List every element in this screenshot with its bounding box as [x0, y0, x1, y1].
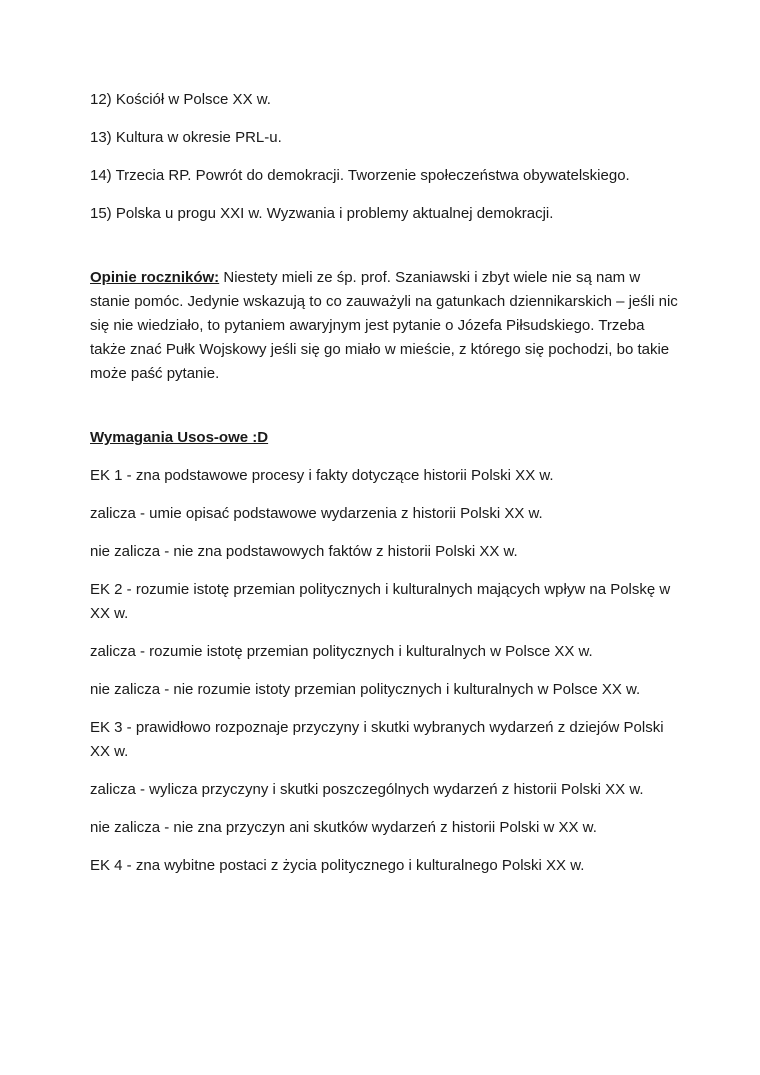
spacer — [90, 240, 680, 266]
opinions-label: Opinie roczników: — [90, 269, 220, 286]
opinions-text: Niestety mieli ze śp. prof. Szaniawski i zbyt wiele nie są nam w stanie pomóc. Jedynie wskazują to co zauważyli na gatunkach dziennikarskich – jeśli nic się nie wiedziało, to pytaniem awaryjnym jest pytanie o Józefa Piłsudskiego. Trzeba także znać Pułk Wojskowy jeśli się go miało w mieście, z którego się pochodzi, bo takie może paść pytanie. — [90, 269, 678, 382]
spacer — [90, 400, 680, 426]
requirement-line: zalicza - wylicza przyczyny i skutki poszczególnych wydarzeń z historii Polski XX w. — [90, 781, 644, 798]
list-item-14: 14) Trzecia RP. Powrót do demokracji. Tworzenie społeczeństwa obywatelskiego. — [90, 167, 630, 184]
opinions-paragraph — [90, 266, 680, 386]
requirement-line: EK 2 - rozumie istotę przemian politycznych i kulturalnych mających wpływ na Polskę w XX w. — [90, 581, 671, 622]
list-item-15: 15) Polska u progu XXI w. Wyzwania i problemy aktualnej demokracji. — [90, 205, 554, 222]
list-item-13: 13) Kultura w okresie PRL-u. — [90, 129, 282, 146]
requirement-line: EK 3 - prawidłowo rozpoznaje przyczyny i skutki wybranych wydarzeń z dziejów Polski XX w. — [90, 719, 664, 760]
requirement-line: nie zalicza - nie zna podstawowych faktów z historii Polski XX w. — [90, 543, 518, 560]
requirement-line: EK 1 - zna podstawowe procesy i fakty dotyczące historii Polski XX w. — [90, 467, 554, 484]
list-item-12: 12) Kościół w Polsce XX w. — [90, 91, 271, 108]
requirement-line: nie zalicza - nie zna przyczyn ani skutków wydarzeń z historii Polski w XX w. — [90, 819, 597, 836]
document-page — [90, 88, 680, 892]
requirement-line: zalicza - umie opisać podstawowe wydarzenia z historii Polski XX w. — [90, 505, 543, 522]
requirement-line: EK 4 - zna wybitne postaci z życia politycznego i kulturalnego Polski XX w. — [90, 857, 585, 874]
requirement-line: zalicza - rozumie istotę przemian politycznych i kulturalnych w Polsce XX w. — [90, 643, 593, 660]
requirement-line: nie zalicza - nie rozumie istoty przemian politycznych i kulturalnych w Polsce XX w. — [90, 681, 641, 698]
requirements-heading: Wymagania Usos-owe :D — [90, 429, 269, 446]
